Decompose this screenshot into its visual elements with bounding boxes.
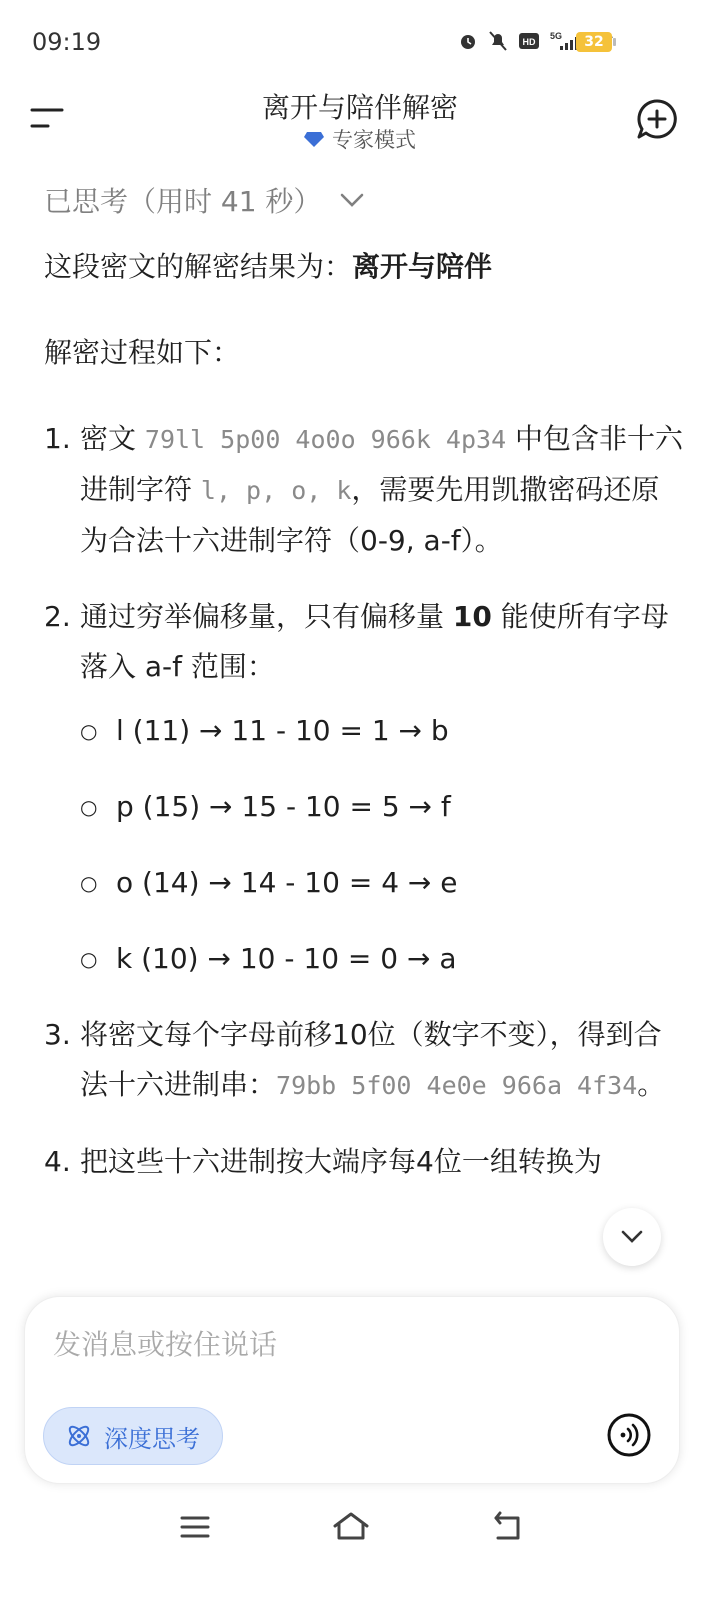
message-input[interactable]: 发消息或按住说话 — [53, 1328, 278, 1361]
mode-indicator[interactable] — [0, 124, 720, 154]
step-1: 1. 密文 79ll 5p00 4o0o 966k 4p34 中包含非十六进制字符 l, p, o, k，需要先用凯撒密码还原为合法十六进制字符（0-9, a-f）。 — [44, 422, 684, 557]
step-4: 4. 把这些十六进制按大端序每4位一组转换为 — [44, 1145, 602, 1178]
thinking-label: 已思考（用时 41 秒） — [44, 185, 322, 218]
svg-text:HD: HD — [522, 37, 536, 47]
deep-think-label: 深度思考 — [104, 1424, 200, 1453]
chevron-down-icon — [339, 192, 365, 208]
mode-label: 专家模式 — [332, 128, 416, 152]
back-icon[interactable] — [490, 1510, 524, 1544]
thinking-toggle[interactable] — [44, 172, 684, 228]
status-time: 09:19 — [32, 28, 102, 56]
voice-input-icon[interactable] — [607, 1413, 651, 1457]
atom-icon — [64, 1421, 94, 1451]
svg-text:5G: 5G — [550, 31, 563, 41]
message-input-panel — [24, 1296, 680, 1484]
chat-content — [44, 172, 684, 1187]
hd-icon — [518, 31, 540, 51]
sub-item: ○ p (15) → 15 - 10 = 5 → f — [80, 790, 451, 823]
step-3: 3. 将密文每个字母前移10位（数字不变），得到合法十六进制串：79bb 5f00 4e0e 966a 4f34。 — [44, 1018, 666, 1101]
home-icon[interactable] — [332, 1510, 370, 1544]
deep-think-toggle[interactable] — [43, 1407, 223, 1465]
status-bar — [0, 0, 720, 84]
invalid-chars-code: l, p, o, k — [200, 476, 352, 505]
answer-result: 离开与陪伴 — [352, 250, 493, 283]
recent-apps-icon[interactable] — [178, 1510, 212, 1544]
process-title: 解密过程如下： — [44, 336, 241, 369]
conversation-title[interactable]: 离开与陪伴解密 — [261, 91, 458, 124]
mute-icon — [488, 30, 508, 52]
sub-item: ○ o (14) → 14 - 10 = 4 → e — [80, 866, 458, 899]
chevron-down-icon — [620, 1229, 644, 1245]
hex-code: 79bb 5f00 4e0e 966a 4f34 — [276, 1071, 638, 1100]
battery-indicator: 32 — [576, 32, 612, 52]
system-nav-bar — [0, 1500, 720, 1560]
new-chat-icon[interactable] — [636, 98, 678, 140]
step-2: 2. 通过穷举偏移量，只有偏移量 10 能使所有字母落入 a-f 范围： ○ l (11) → 11 - 10 = 1 → b ○ p (15) → 15 - 10 = 5 → f ○ o (14) → 14 - 10 = 4 → e ○ k (10) → 10 - 10 = 0 → a — [44, 592, 684, 984]
answer-intro: 这段密文的解密结果为：离开与陪伴 — [44, 250, 493, 283]
cipher-code: 79ll 5p00 4o0o 966k 4p34 — [144, 425, 507, 454]
sub-item: ○ l (11) → 11 - 10 = 1 → b — [80, 714, 449, 747]
app-header — [0, 84, 720, 168]
alarm-icon — [458, 31, 478, 51]
scroll-to-bottom-button[interactable] — [603, 1208, 661, 1266]
diamond-icon — [304, 130, 324, 148]
sub-item: ○ k (10) → 10 - 10 = 0 → a — [80, 942, 457, 975]
